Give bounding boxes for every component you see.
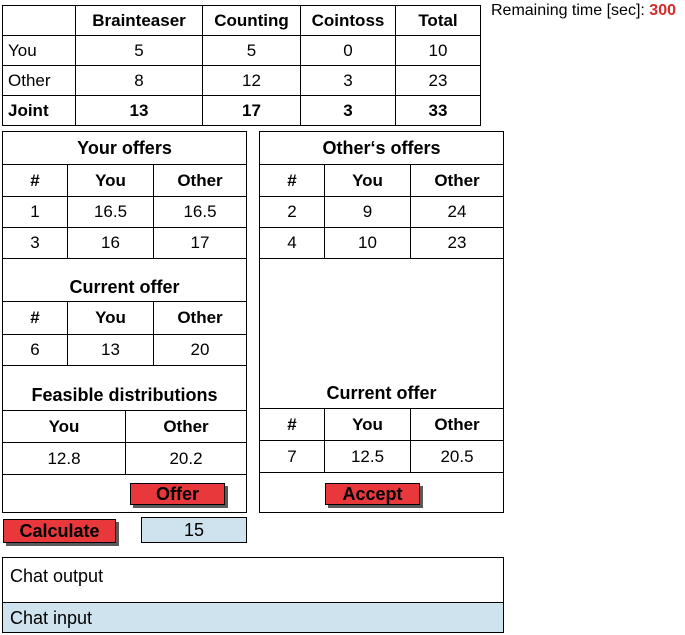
table-cell: 13 xyxy=(68,335,154,366)
table-cell: 33 xyxy=(396,96,481,126)
current-offer-table xyxy=(259,408,504,473)
table-cell: 24 xyxy=(411,197,504,228)
table-cell: 6 xyxy=(3,335,68,366)
table-cell: 4 xyxy=(260,228,325,259)
score-row-label: You xyxy=(3,36,76,66)
col-other: Other xyxy=(154,165,247,197)
table-cell: 17 xyxy=(203,96,301,126)
table-row xyxy=(3,335,247,366)
calculate-value-field[interactable]: 15 xyxy=(141,517,247,543)
col-you: You xyxy=(3,411,126,443)
col-other: Other xyxy=(126,411,247,443)
col-number: # xyxy=(260,165,325,197)
table-cell: 5 xyxy=(76,36,203,66)
table-row xyxy=(3,96,481,126)
col-you: You xyxy=(68,302,154,335)
your-offers-title: Your offers xyxy=(77,138,172,158)
table-row[interactable] xyxy=(3,228,247,259)
table-cell: 23 xyxy=(396,66,481,96)
score-header-cointoss: Cointoss xyxy=(301,6,396,36)
your-offers-table xyxy=(2,164,247,259)
table-cell: 7 xyxy=(260,441,325,473)
timer-value: 300 xyxy=(649,2,676,19)
current-offer-table xyxy=(2,301,247,366)
col-other: Other xyxy=(411,165,504,197)
table-cell: 13 xyxy=(76,96,203,126)
table-cell: 0 xyxy=(301,36,396,66)
table-row[interactable] xyxy=(260,228,504,259)
col-number: # xyxy=(3,165,68,197)
score-header-brainteaser: Brainteaser xyxy=(76,6,203,36)
table-cell: 10 xyxy=(325,228,411,259)
table-cell: 3 xyxy=(301,96,396,126)
table-cell: 12.8 xyxy=(3,443,126,475)
table-cell: 5 xyxy=(203,36,301,66)
table-cell: 10 xyxy=(396,36,481,66)
current-offer-title: Current offer xyxy=(326,383,437,403)
chat-output-label: Chat output xyxy=(10,566,104,586)
table-cell: 16.5 xyxy=(68,197,154,228)
score-table xyxy=(2,5,481,126)
col-other: Other xyxy=(154,302,247,335)
col-other: Other xyxy=(411,409,504,441)
chat-input-placeholder: Chat input xyxy=(10,608,93,628)
timer-label: Remaining time [sec]: xyxy=(491,2,645,19)
table-cell: 20.5 xyxy=(411,441,504,473)
table-cell: 3 xyxy=(3,228,68,259)
col-you: You xyxy=(325,409,411,441)
current-offer-title: Current offer xyxy=(69,277,180,297)
col-you: You xyxy=(325,165,411,197)
col-number: # xyxy=(260,409,325,441)
table-cell: 17 xyxy=(154,228,247,259)
table-cell: 2 xyxy=(260,197,325,228)
col-you: You xyxy=(68,165,154,197)
table-row xyxy=(3,443,247,475)
calculate-button[interactable]: Calculate xyxy=(3,519,116,543)
col-number: # xyxy=(3,302,68,335)
table-row[interactable] xyxy=(260,197,504,228)
table-cell: 20 xyxy=(154,335,247,366)
table-cell: 12 xyxy=(203,66,301,96)
feasible-title: Feasible distributions xyxy=(31,385,218,405)
score-header-total: Total xyxy=(396,6,481,36)
table-cell: 8 xyxy=(76,66,203,96)
table-cell: 23 xyxy=(411,228,504,259)
timer xyxy=(491,2,676,20)
score-header-blank xyxy=(3,6,76,36)
others-offers-table xyxy=(259,164,504,259)
table-cell: 9 xyxy=(325,197,411,228)
score-row-label: Other xyxy=(3,66,76,96)
others-offers-title: Other‘s offers xyxy=(322,138,441,158)
table-cell: 16.5 xyxy=(154,197,247,228)
accept-button[interactable]: Accept xyxy=(325,483,420,505)
table-cell: 20.2 xyxy=(126,443,247,475)
chat-input[interactable] xyxy=(2,602,504,633)
table-row xyxy=(3,66,481,96)
table-cell: 1 xyxy=(3,197,68,228)
table-row[interactable] xyxy=(3,197,247,228)
table-cell: 16 xyxy=(68,228,154,259)
table-cell: 12.5 xyxy=(325,441,411,473)
feasible-table xyxy=(2,410,247,475)
score-row-label: Joint xyxy=(3,96,76,126)
table-row xyxy=(3,36,481,66)
table-row xyxy=(260,441,504,473)
score-header-counting: Counting xyxy=(203,6,301,36)
table-cell: 3 xyxy=(301,66,396,96)
offer-button[interactable]: Offer xyxy=(130,483,225,505)
chat-output xyxy=(2,557,504,603)
